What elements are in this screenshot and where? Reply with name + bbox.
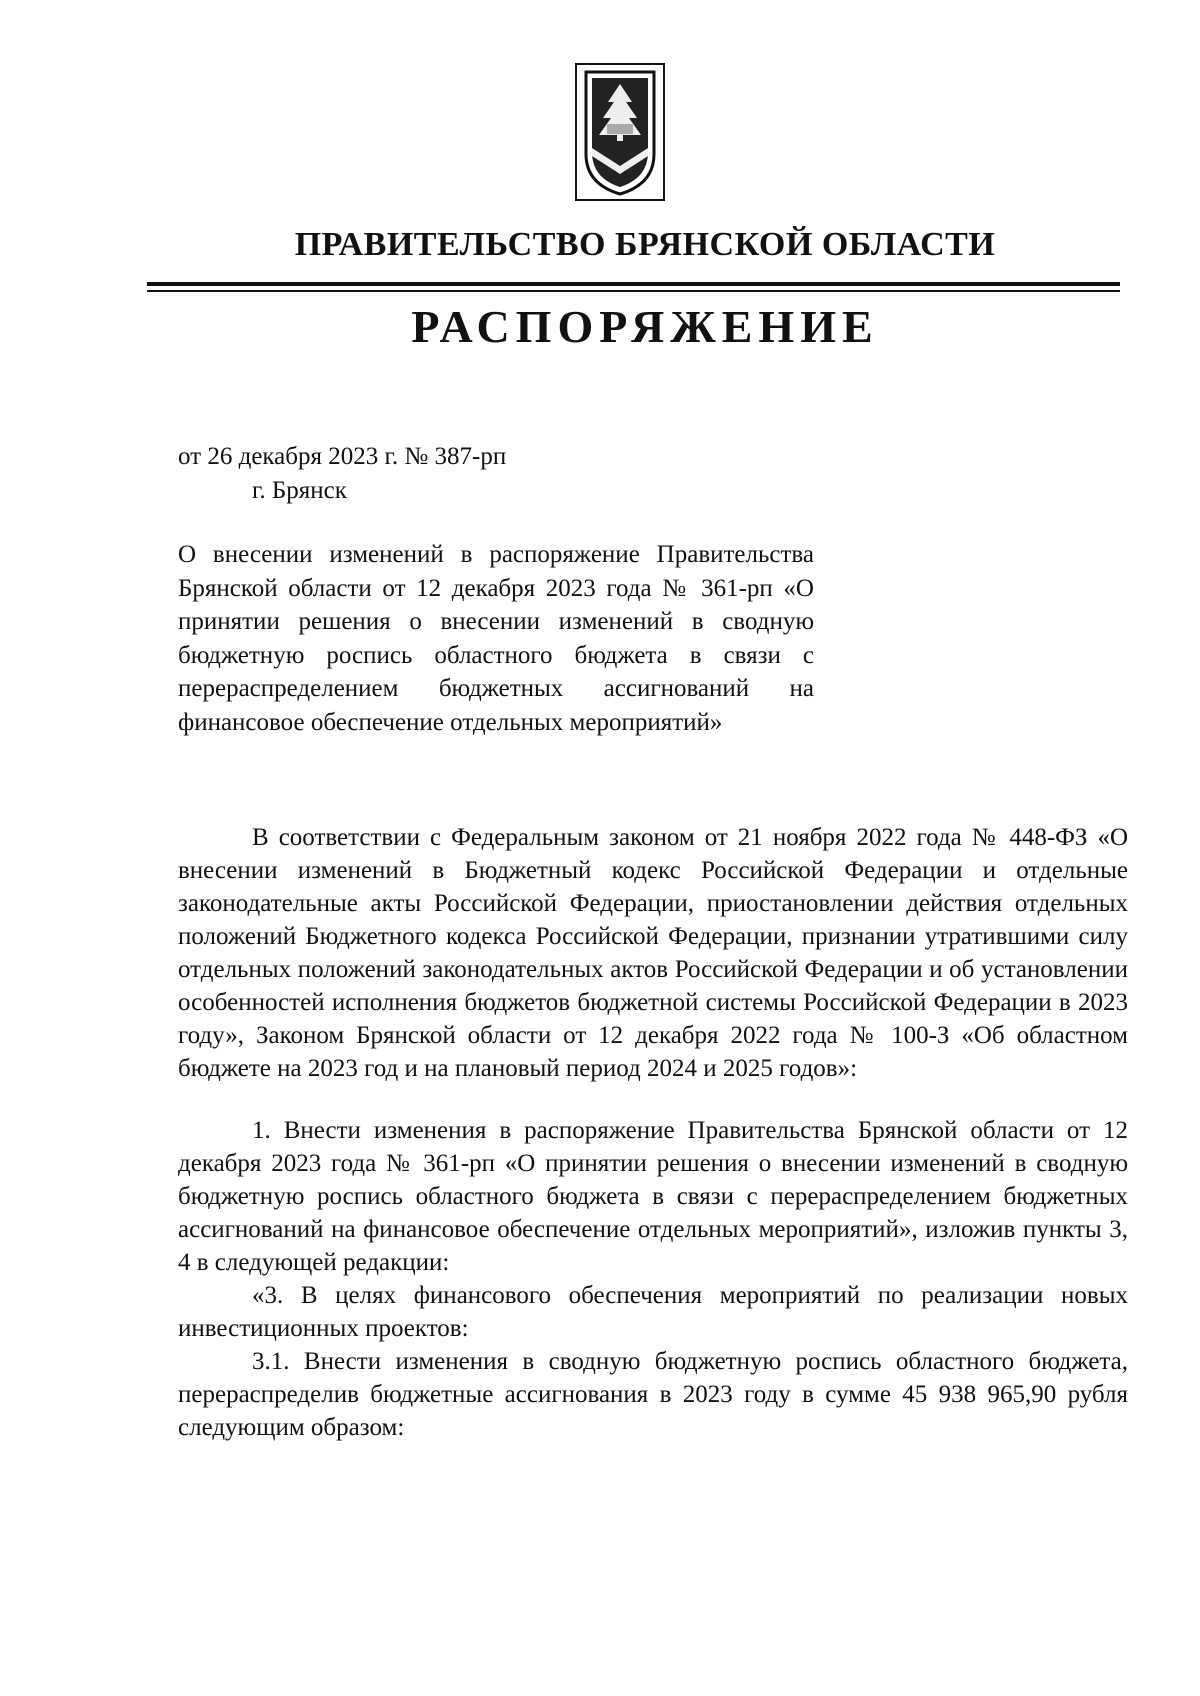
date-and-number: от 26 декабря 2023 г. № 387-рп: [178, 443, 507, 470]
item-3-1-paragraph: 3.1. Внести изменения в сводную бюджетную роспись областного бюджета, перераспределив бюджетные ассигнования в 2023 году в сумме 45 938 965,90 рубля следующим образом:: [178, 1348, 1128, 1441]
organization-title: ПРАВИТЕЛЬСТВО БРЯНСКОЙ ОБЛАСТИ: [294, 226, 996, 263]
document-type-heading: РАСПОРЯЖЕНИЕ: [411, 301, 879, 352]
preamble-paragraph: В соответствии с Федеральным законом от 21 ноября 2022 года № 448-ФЗ «О внесении изменений в Бюджетный кодекс Российской Федерации и отдельные законодательные акты Российской Федерации, приостановлении действия отдельных положений Бюджетного кодекса Российской Федерации, признании утратившими силу отдельных положений законодательных актов Российской Федерации и об установлении особенностей исполнения бюджетов бюджетной системы Российской Федерации в 2023 году», Законом Брянской области от 12 декабря 2022 года № 100-З «Об областном бюджете на 2023 год и на плановый период 2024 и 2025 годов»:: [178, 824, 1128, 1082]
item-3-paragraph: «3. В целях финансового обеспечения мероприятий по реализации новых инвестиционных проектов:: [178, 1282, 1128, 1342]
item-1-paragraph: 1. Внести изменения в распоряжение Правительства Брянской области от 12 декабря 2023 года № 361-рп «О принятии решения о внесении изменений в сводную бюджетную роспись областного бюджета в связи с перераспределением бюджетных ассигнований на финансовое обеспечение отдельных мероприятий», изложив пункты 3, 4 в следующей редакции:: [178, 1117, 1128, 1276]
header-divider-thin: [147, 290, 1120, 292]
document-subject: О внесении изменений в распоряжение Правительства Брянской области от 12 декабря 2023 года № 361-рп «О принятии решения о внесении изменений в сводную бюджетную роспись областного бюджета в связи с перераспределением бюджетных ассигнований на финансовое обеспечение отдельных мероприятий»: [178, 541, 814, 736]
coat-of-arms-emblem: [574, 62, 666, 202]
issue-city: г. Брянск: [252, 477, 347, 504]
document-meta: [178, 440, 506, 508]
document-body: [178, 821, 1128, 1444]
header-divider-thick: [147, 282, 1120, 286]
